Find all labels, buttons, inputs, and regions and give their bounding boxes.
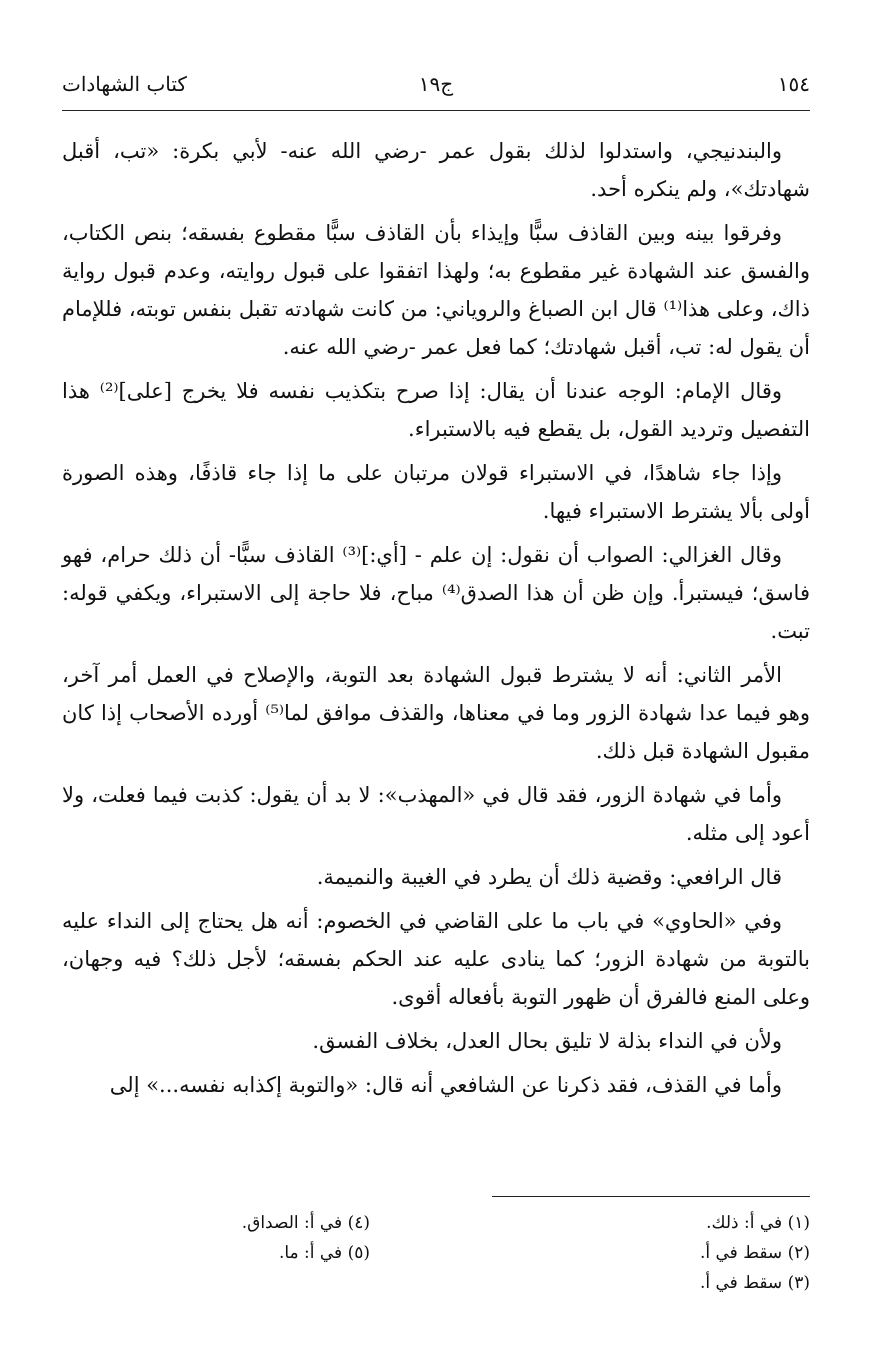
footnotes-column-right: [510, 1208, 810, 1298]
paragraph: الأمر الثاني: أنه لا يشترط قبول الشهادة بعد التوبة، والإصلاح في العمل أمر آخر، وهو فيما عدا شهادة الزور وما في معناها، والقذف موافق لما⁽⁵⁾ أورده الأصحاب إذا كان مقبول الشهادة قبل ذلك.: [62, 663, 811, 763]
paragraph: ولأن في النداء بذلة لا تليق بحال العدل، بخلاف الفسق.: [312, 1029, 782, 1053]
book-title: كتاب الشهادات: [62, 72, 187, 96]
volume-label: ج١٩: [418, 72, 454, 96]
footnote: (٥) في أ: ما.: [278, 1243, 370, 1263]
paragraph: وقال الغزالي: الصواب أن نقول: إن علم - [أي:]⁽³⁾ القاذف سبًّا- أن ذلك حرام، فهو فاسق؛ فيستبرأ. وإن ظن أن هذا الصدق⁽⁴⁾ مباح، فلا حاجة إلى الاستبراء، ويكفي قوله: تبت.: [62, 543, 810, 643]
paragraph: وأما في القذف، فقد ذكرنا عن الشافعي أنه قال: «والتوبة إكذابه نفسه...» إلى: [109, 1073, 782, 1097]
footnote: (١) في أ: ذلك.: [706, 1213, 810, 1233]
paragraph: وإذا جاء شاهدًا، في الاستبراء قولان مرتبان على ما إذا جاء قاذفًا، وهذه الصورة أولى بألا يشترط الاستبراء فيها.: [62, 461, 810, 523]
page-number: ١٥٤: [777, 72, 810, 96]
footnote-divider: [492, 1196, 810, 1197]
paragraph: وفي «الحاوي» في باب ما على القاضي في الخصوم: أنه هل يحتاج إلى النداء عليه بالتوبة من شهادة الزور؛ كما ينادى عليه عند الحكم بفسقه؛ لأجل ذلك؟ فيه وجهان، وعلى المنع فالفرق أن ظهور التوبة بأفعاله أقوى.: [62, 909, 810, 1009]
footnotes-column-left: [70, 1208, 370, 1268]
paragraph: وفرقوا بينه وبين القاذف سبًّا وإيذاء بأن القاذف سبًّا مقطوع بفسقه؛ بنص الكتاب، والفسق عند الشهادة غير مقطوع به؛ ولهذا اتفقوا على قبول روايته، وعدم قبول رواية ذاك، وعلى هذا⁽¹⁾ قال ابن الصباغ والروياني: من كانت شهادته تقبل بنفس توبته، فللإمام أن يقول له: تب، أقبل شهادتك؛ كما فعل عمر -رضي الله عنه.: [62, 221, 810, 359]
footnote: (٢) سقط في أ.: [699, 1243, 810, 1263]
main-text: [62, 132, 810, 1110]
header-divider: [62, 110, 810, 111]
footnote: (٤) في أ: الصداق.: [241, 1213, 370, 1233]
paragraph: والبندنيجي، واستدلوا لذلك بقول عمر -رضي الله عنه- لأبي بكرة: «تب، أقبل شهادتك»، ولم ينكره أحد.: [62, 139, 810, 201]
paragraph: قال الرافعي: وقضية ذلك أن يطرد في الغيبة والنميمة.: [316, 865, 782, 889]
paragraph: وقال الإمام: الوجه عندنا أن يقال: إذا صرح بتكذيب نفسه فلا يخرج [على]⁽²⁾ هذا التفصيل وترديد القول، بل يقطع فيه بالاستبراء.: [62, 379, 810, 441]
running-header: [62, 72, 810, 104]
footnote: (٣) سقط في أ.: [699, 1273, 810, 1293]
paragraph: وأما في شهادة الزور، فقد قال في «المهذب»: لا بد أن يقول: كذبت فيما فعلت، ولا أعود إلى مثله.: [62, 783, 810, 845]
